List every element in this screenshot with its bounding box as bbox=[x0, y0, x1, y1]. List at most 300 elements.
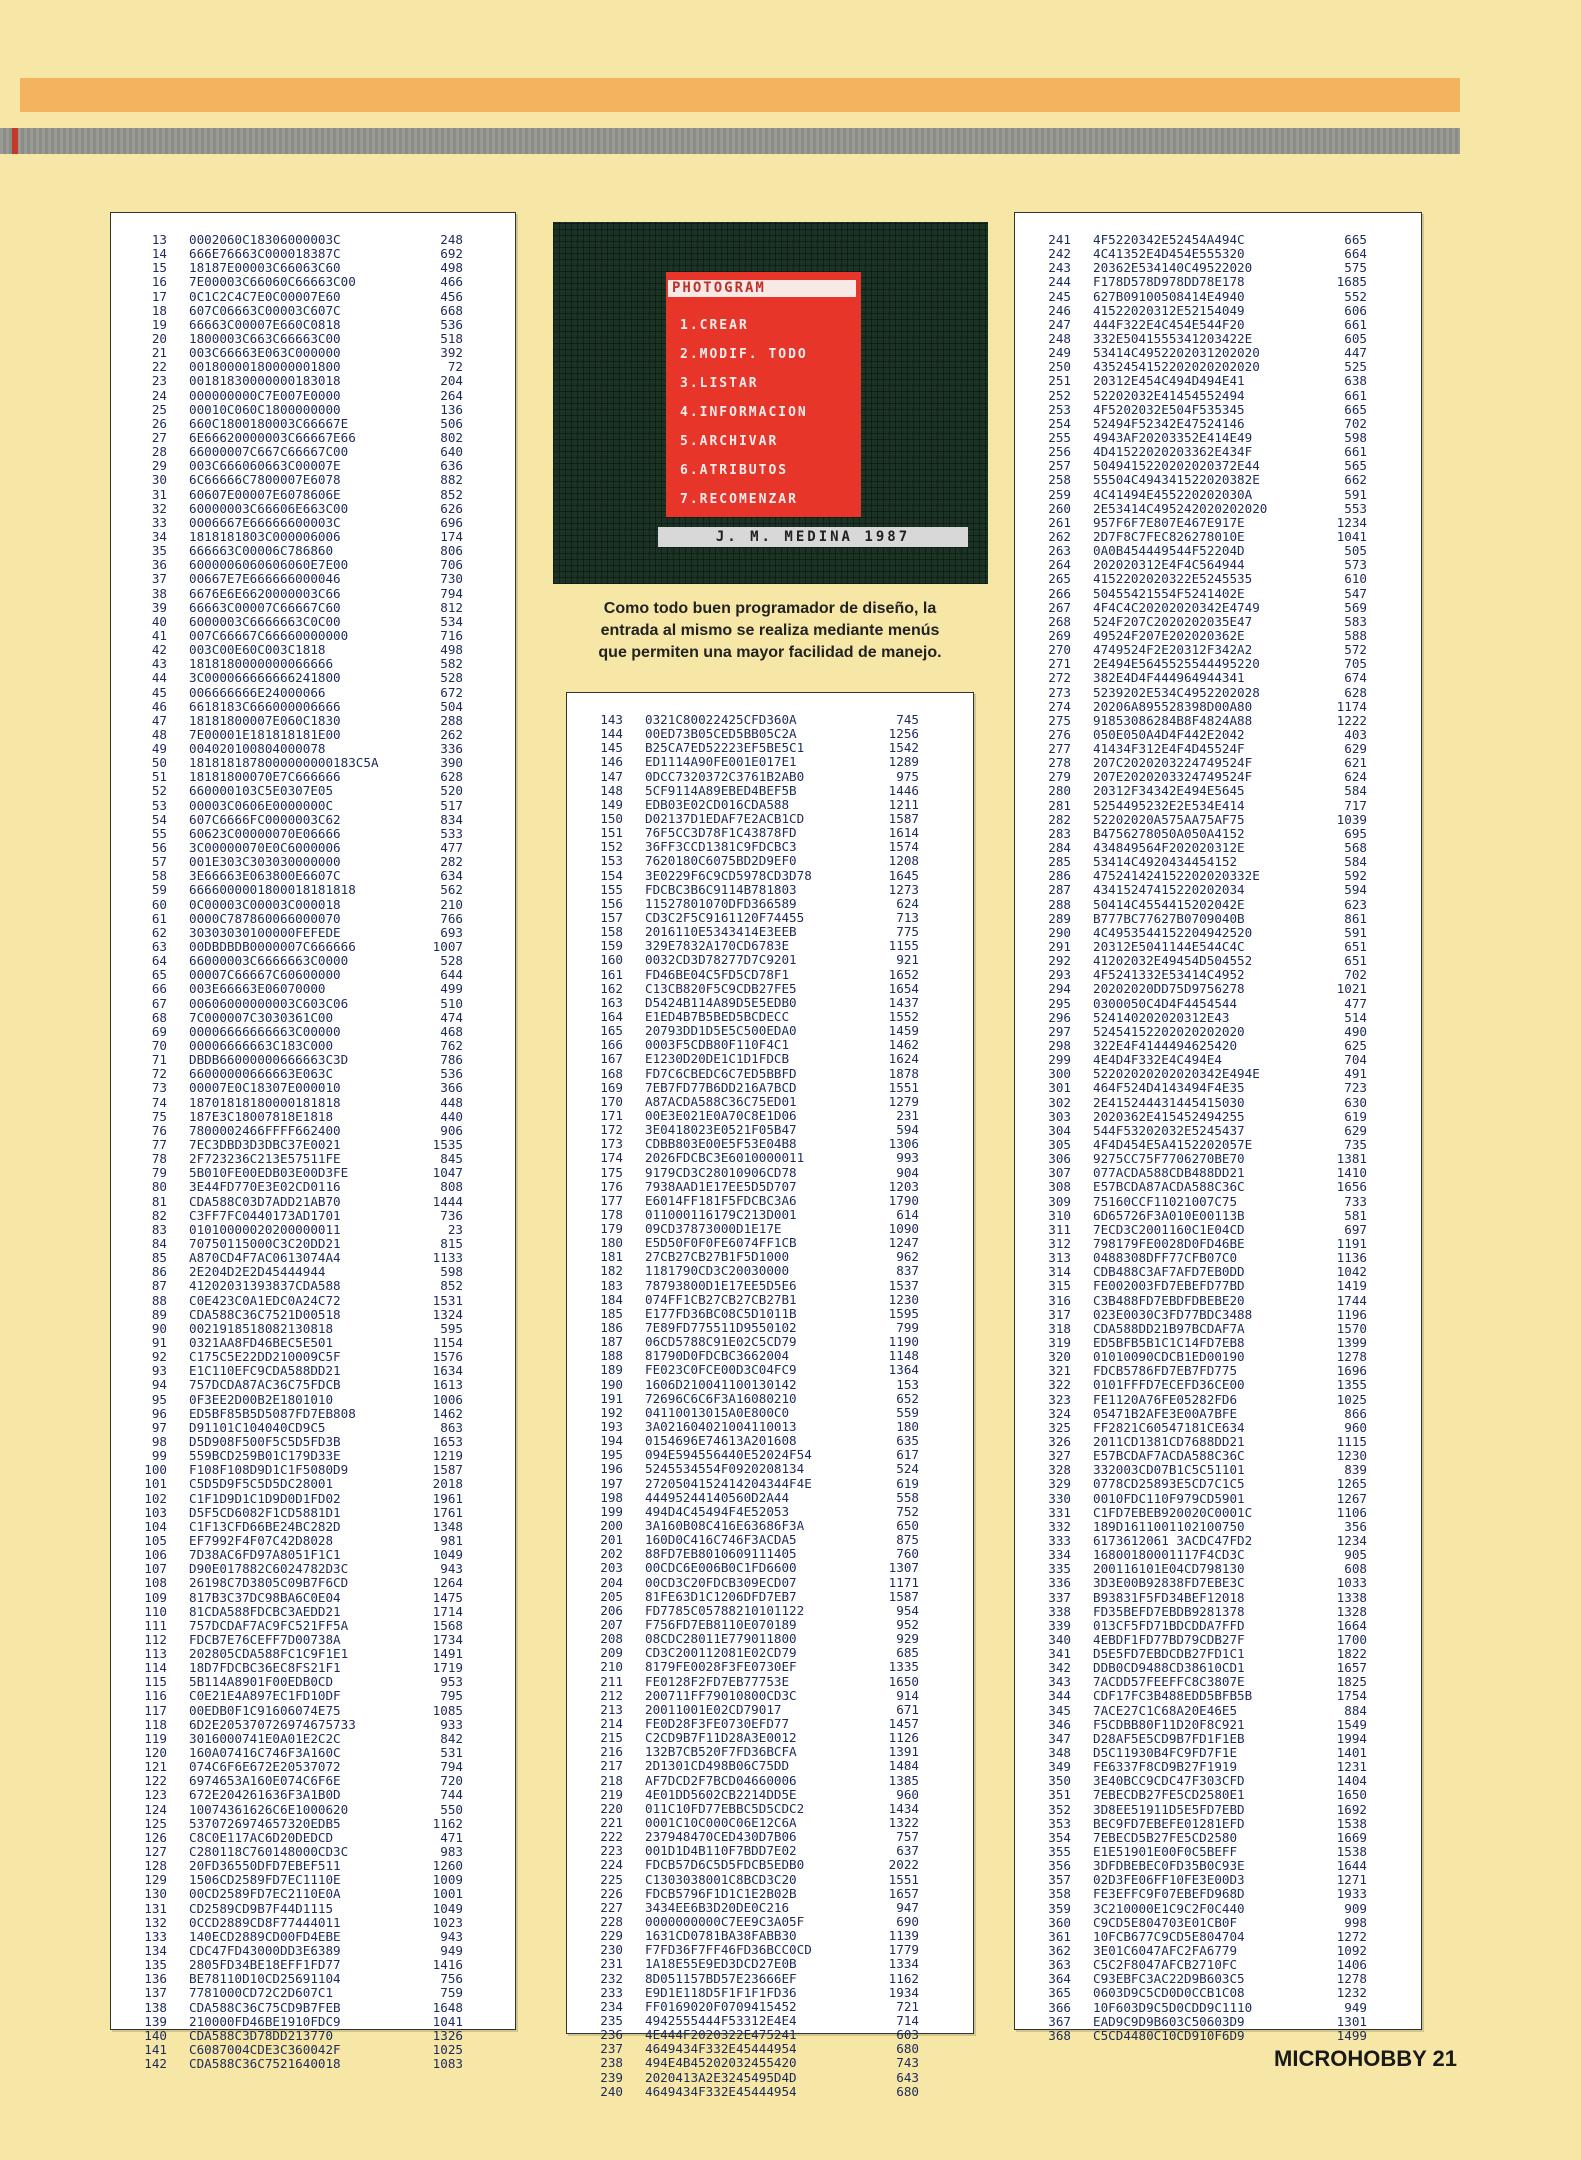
checksum: 528 bbox=[440, 670, 463, 686]
checksum: 943 bbox=[440, 1928, 463, 1944]
checksum: 702 bbox=[1344, 967, 1367, 983]
hex-data: 0DCC7320372C3761B2AB0 bbox=[645, 768, 805, 784]
line-number: 279 bbox=[1048, 769, 1071, 785]
line-number: 356 bbox=[1048, 1858, 1071, 1874]
line-number: 129 bbox=[144, 1872, 167, 1888]
listing-row bbox=[129, 1958, 501, 1972]
listing-row bbox=[585, 1123, 959, 1137]
line-number: 357 bbox=[1048, 1872, 1071, 1888]
checksum: 906 bbox=[440, 1122, 463, 1138]
line-number: 53 bbox=[151, 797, 167, 813]
line-number: 159 bbox=[600, 938, 623, 954]
listing-row bbox=[585, 2056, 959, 2070]
checksum: 1348 bbox=[432, 1518, 463, 1534]
line-number: 151 bbox=[600, 825, 623, 841]
listing-row bbox=[129, 2015, 501, 2029]
checksum: 1190 bbox=[888, 1334, 919, 1350]
checksum: 584 bbox=[1344, 783, 1367, 799]
checksum: 909 bbox=[1344, 1900, 1367, 1916]
hex-data: 003C00E60C003C1818 bbox=[189, 642, 326, 658]
line-number: 115 bbox=[144, 1674, 167, 1690]
checksum: 231 bbox=[896, 1107, 919, 1123]
line-number: 72 bbox=[151, 1066, 167, 1082]
line-number: 78 bbox=[151, 1151, 167, 1167]
line-number: 345 bbox=[1048, 1702, 1071, 1718]
hex-data: 464F524D4143494F4E35 bbox=[1093, 1080, 1245, 1096]
line-number: 324 bbox=[1048, 1405, 1071, 1421]
line-number: 139 bbox=[144, 2013, 167, 2029]
hex-data: E1C110EFC9CDA588DD21 bbox=[189, 1363, 341, 1379]
listing-row bbox=[129, 1195, 501, 1209]
listing-row bbox=[585, 1519, 959, 1533]
checksum: 1613 bbox=[432, 1377, 463, 1393]
checksum: 623 bbox=[1344, 896, 1367, 912]
hex-data: FD35BEFD7EBDB9281378 bbox=[1093, 1603, 1245, 1619]
line-number: 40 bbox=[151, 613, 167, 629]
listing-row bbox=[129, 1803, 501, 1817]
hex-data: 66000000666663E063C bbox=[189, 1066, 334, 1082]
checksum: 491 bbox=[1344, 1066, 1367, 1082]
line-number: 149 bbox=[600, 796, 623, 812]
checksum: 1399 bbox=[1336, 1334, 1367, 1350]
listing-row bbox=[1033, 1449, 1407, 1463]
listing-row bbox=[1033, 1916, 1407, 1930]
listing-row bbox=[585, 1250, 959, 1264]
checksum: 1587 bbox=[888, 810, 919, 826]
hex-data: CD3C200112081E02CD79 bbox=[645, 1645, 797, 1661]
listing-row bbox=[129, 968, 501, 982]
hex-data: C13CB820F5C9CDB27FE5 bbox=[645, 980, 797, 996]
line-number: 16 bbox=[151, 274, 167, 290]
checksum: 1457 bbox=[888, 1715, 919, 1731]
listing-row bbox=[585, 1392, 959, 1406]
hex-data: 004020100804000078 bbox=[189, 741, 326, 757]
line-number: 213 bbox=[600, 1701, 623, 1717]
checksum: 174 bbox=[440, 528, 463, 544]
line-number: 179 bbox=[600, 1221, 623, 1237]
hex-data: 6173612061 3ACDC47FD2 bbox=[1093, 1532, 1253, 1548]
line-number: 308 bbox=[1048, 1179, 1071, 1195]
checksum: 210 bbox=[440, 896, 463, 912]
line-number: 137 bbox=[144, 1985, 167, 2001]
checksum: 588 bbox=[1344, 627, 1367, 643]
hex-data: 00ED73B05CED5BB05C2A bbox=[645, 726, 797, 742]
hex-data: 660C1800180003C66667E bbox=[189, 415, 349, 431]
checksum: 983 bbox=[440, 1844, 463, 1860]
hex-data: 329E7832A170CD6783E bbox=[645, 938, 790, 954]
checksum: 1484 bbox=[888, 1758, 919, 1774]
listing-row bbox=[129, 1916, 501, 1930]
checksum: 1203 bbox=[888, 1178, 919, 1194]
line-number: 188 bbox=[600, 1348, 623, 1364]
line-number: 358 bbox=[1048, 1886, 1071, 1902]
listing-row bbox=[1033, 1873, 1407, 1887]
listing-row bbox=[129, 1845, 501, 1859]
line-number: 48 bbox=[151, 726, 167, 742]
line-number: 31 bbox=[151, 486, 167, 502]
listing-row bbox=[1033, 1223, 1407, 1237]
listing-row bbox=[1033, 558, 1407, 572]
checksum: 1328 bbox=[1336, 1603, 1367, 1619]
listing-row bbox=[585, 897, 959, 911]
checksum: 583 bbox=[1344, 613, 1367, 629]
checksum: 1779 bbox=[888, 1942, 919, 1958]
line-number: 247 bbox=[1048, 316, 1071, 332]
menu-item-archivar: 5.ARCHIVAR bbox=[680, 434, 779, 449]
checksum: 680 bbox=[896, 2083, 919, 2099]
hex-data: 18181800007E060C1830 bbox=[189, 712, 341, 728]
checksum: 1278 bbox=[1336, 1971, 1367, 1987]
line-number: 309 bbox=[1048, 1193, 1071, 1209]
hex-data: 20FD36550DFD7EBEF511 bbox=[189, 1858, 341, 1874]
line-number: 102 bbox=[144, 1490, 167, 1506]
hex-data: 60000003C66606E663C00 bbox=[189, 500, 349, 516]
listing-row bbox=[585, 1109, 959, 1123]
listing-row bbox=[129, 389, 501, 403]
line-number: 81 bbox=[151, 1193, 167, 1209]
checksum: 1191 bbox=[1336, 1235, 1367, 1251]
hex-data: C2CD9B7F11D28A3E0012 bbox=[645, 1730, 797, 1746]
listing-row bbox=[585, 953, 959, 967]
checksum: 1444 bbox=[432, 1193, 463, 1209]
checksum: 837 bbox=[896, 1263, 919, 1279]
line-number: 135 bbox=[144, 1957, 167, 1973]
hex-data: BE78110D10CD25691104 bbox=[189, 1971, 341, 1987]
checksum: 1171 bbox=[888, 1574, 919, 1590]
line-number: 253 bbox=[1048, 401, 1071, 417]
listing-row bbox=[585, 2014, 959, 2028]
hex-data: F5CDBB80F11D20F8C921 bbox=[1093, 1716, 1245, 1732]
hex-data: 524F207C2020202035E47 bbox=[1093, 613, 1253, 629]
line-number: 285 bbox=[1048, 854, 1071, 870]
line-number: 304 bbox=[1048, 1122, 1071, 1138]
line-number: 270 bbox=[1048, 642, 1071, 658]
line-number: 155 bbox=[600, 881, 623, 897]
line-number: 258 bbox=[1048, 472, 1071, 488]
hex-data: 3E01C6047AFC2FA6779 bbox=[1093, 1943, 1238, 1959]
hex-data: EF7992F4F07C42D8028 bbox=[189, 1532, 334, 1548]
line-number: 296 bbox=[1048, 1009, 1071, 1025]
listing-row bbox=[1033, 488, 1407, 502]
checksum: 1734 bbox=[432, 1631, 463, 1647]
listing-row bbox=[585, 1774, 959, 1788]
page-number: 21 bbox=[1432, 2046, 1457, 2071]
checksum: 1391 bbox=[888, 1744, 919, 1760]
line-number: 14 bbox=[151, 246, 167, 262]
hex-data: 5239202E534C4952202028 bbox=[1093, 684, 1260, 700]
listing-row bbox=[129, 233, 501, 247]
listing-row bbox=[129, 728, 501, 742]
line-number: 25 bbox=[151, 401, 167, 417]
listing-row bbox=[1033, 912, 1407, 926]
checksum: 1714 bbox=[432, 1603, 463, 1619]
line-number: 38 bbox=[151, 585, 167, 601]
line-number: 209 bbox=[600, 1645, 623, 1661]
line-number: 21 bbox=[151, 345, 167, 361]
checksum: 573 bbox=[1344, 557, 1367, 573]
hex-data: 78793800D1E17EE5D5E6 bbox=[645, 1277, 797, 1293]
checksum: 553 bbox=[1344, 500, 1367, 516]
checksum: 690 bbox=[896, 1913, 919, 1929]
checksum: 1542 bbox=[888, 740, 919, 756]
checksum: 668 bbox=[440, 302, 463, 318]
hex-data: C8C0E117AC6D20DEDCD bbox=[189, 1829, 334, 1845]
hex-data: 18D7FDCBC36EC8FS21F1 bbox=[189, 1660, 341, 1676]
line-number: 351 bbox=[1048, 1787, 1071, 1803]
line-number: 19 bbox=[151, 316, 167, 332]
listing-row bbox=[1033, 1506, 1407, 1520]
hex-data: 237948470CED430D7B06 bbox=[645, 1829, 797, 1845]
hex-data: 0010FDC110F979CD5901 bbox=[1093, 1490, 1245, 1506]
line-number: 210 bbox=[600, 1659, 623, 1675]
hex-data: 003E66663E06070000 bbox=[189, 981, 326, 997]
listing-row bbox=[129, 784, 501, 798]
listing-row bbox=[585, 1434, 959, 1448]
hex-data: ED5BF85B5D5087FD7EB808 bbox=[189, 1405, 356, 1421]
checksum: 619 bbox=[896, 1475, 919, 1491]
listing-row bbox=[585, 1986, 959, 2000]
listing-row bbox=[1033, 671, 1407, 685]
checksum: 757 bbox=[896, 1829, 919, 1845]
hex-data: 3016000741E0A01E2C2C bbox=[189, 1730, 341, 1746]
checksum: 640 bbox=[440, 444, 463, 460]
menu-item-informacion: 4.INFORMACION bbox=[680, 405, 808, 420]
listing-row bbox=[1033, 1265, 1407, 1279]
checksum: 1148 bbox=[888, 1348, 919, 1364]
line-number: 323 bbox=[1048, 1391, 1071, 1407]
checksum: 1570 bbox=[1336, 1320, 1367, 1336]
checksum: 264 bbox=[440, 387, 463, 403]
listing-row bbox=[585, 1137, 959, 1151]
hex-data: 0032CD3D78277D7C9201 bbox=[645, 952, 797, 968]
checksum: 448 bbox=[440, 1094, 463, 1110]
checksum: 861 bbox=[1344, 910, 1367, 926]
listing-row bbox=[129, 1279, 501, 1293]
listing-row bbox=[1033, 1902, 1407, 1916]
line-number: 124 bbox=[144, 1801, 167, 1817]
checksum: 1211 bbox=[888, 796, 919, 812]
hex-data: 7EC3DBD3D3DBC37E0021 bbox=[189, 1137, 341, 1152]
checksum: 1696 bbox=[1336, 1363, 1367, 1379]
checksum: 262 bbox=[440, 726, 463, 742]
checksum: 759 bbox=[440, 1985, 463, 2001]
hex-data: 6000003C6666663C0C00 bbox=[189, 613, 341, 629]
line-number: 277 bbox=[1048, 741, 1071, 757]
checksum: 1271 bbox=[1336, 1872, 1367, 1888]
checksum: 697 bbox=[1344, 1221, 1367, 1237]
hex-data: 3A021604021004110013 bbox=[645, 1419, 797, 1435]
header-red-tick bbox=[12, 128, 18, 154]
hex-data: 11527801070DFD366589 bbox=[645, 895, 797, 911]
listing-row bbox=[585, 1830, 959, 1844]
listing-row bbox=[585, 1052, 959, 1066]
listing-row bbox=[129, 1421, 501, 1435]
listing-row bbox=[129, 742, 501, 756]
listing-row bbox=[129, 1350, 501, 1364]
line-number: 348 bbox=[1048, 1745, 1071, 1761]
line-number: 235 bbox=[600, 2012, 623, 2028]
line-number: 307 bbox=[1048, 1165, 1071, 1181]
hex-data: 4E4D4F332E4C494E4 bbox=[1093, 1052, 1222, 1068]
checksum: 636 bbox=[440, 458, 463, 474]
line-number: 299 bbox=[1048, 1052, 1071, 1068]
checksum: 834 bbox=[440, 811, 463, 827]
line-number: 85 bbox=[151, 1250, 167, 1266]
checksum: 1650 bbox=[1336, 1787, 1367, 1803]
line-number: 224 bbox=[600, 1857, 623, 1873]
checksum: 153 bbox=[896, 1376, 919, 1392]
line-number: 87 bbox=[151, 1278, 167, 1294]
line-number: 257 bbox=[1048, 458, 1071, 474]
checksum: 1549 bbox=[1336, 1716, 1367, 1732]
hex-data: 7620180C6075BD2D9EF0 bbox=[645, 853, 797, 869]
checksum: 1653 bbox=[432, 1433, 463, 1449]
checksum: 914 bbox=[896, 1687, 919, 1703]
checksum: 1576 bbox=[432, 1349, 463, 1365]
line-number: 343 bbox=[1048, 1674, 1071, 1690]
line-number: 281 bbox=[1048, 797, 1071, 813]
hex-data: DBDB66000000666663C3D bbox=[189, 1052, 349, 1068]
listing-row bbox=[585, 1208, 959, 1222]
hex-data: D5424B114A89D5E5EDB0 bbox=[645, 994, 797, 1010]
listing-row bbox=[1033, 1774, 1407, 1788]
line-number: 289 bbox=[1048, 910, 1071, 926]
hex-data: 06CD5788C91E02C5CD79 bbox=[645, 1334, 797, 1350]
listing-row bbox=[129, 1209, 501, 1223]
checksum: 2022 bbox=[888, 1857, 919, 1873]
hex-data: B777BC77627B0709040B bbox=[1093, 910, 1245, 926]
listing-row bbox=[129, 1237, 501, 1251]
line-number: 208 bbox=[600, 1631, 623, 1647]
listing-row bbox=[585, 1505, 959, 1519]
listing-row bbox=[129, 1265, 501, 1279]
line-number: 318 bbox=[1048, 1320, 1071, 1336]
listing-row bbox=[585, 1660, 959, 1674]
checksum: 282 bbox=[440, 854, 463, 870]
hex-data: 66000003C6666663C0000 bbox=[189, 953, 349, 969]
hex-data: E1ED4B7B5BED5BCDECC bbox=[645, 1008, 790, 1024]
listing-row bbox=[129, 1520, 501, 1534]
checksum: 1416 bbox=[432, 1957, 463, 1973]
line-number: 256 bbox=[1048, 444, 1071, 460]
listing-row bbox=[1033, 1364, 1407, 1378]
checksum: 744 bbox=[440, 1787, 463, 1803]
checksum: 949 bbox=[440, 1943, 463, 1959]
line-number: 250 bbox=[1048, 359, 1071, 375]
listing-row bbox=[585, 1873, 959, 1887]
hex-data: C175C5E22DD210009C5F bbox=[189, 1349, 341, 1365]
listing-row bbox=[1033, 1605, 1407, 1619]
hex-data: AF7DCD2F7BCD04660006 bbox=[645, 1772, 797, 1788]
hex-data: 18701818180000181818 bbox=[189, 1094, 341, 1110]
listing-row bbox=[129, 1152, 501, 1166]
checksum: 882 bbox=[440, 472, 463, 488]
hex-data: 074FF1CB27CB27CB27B1 bbox=[645, 1291, 797, 1307]
checksum: 605 bbox=[1344, 330, 1367, 346]
checksum: 1657 bbox=[1336, 1660, 1367, 1676]
hex-data: CD2589CD9B7F44D1115 bbox=[189, 1900, 334, 1916]
listing-row bbox=[1033, 1407, 1407, 1421]
hex-data: 3C000066666666241800 bbox=[189, 670, 341, 686]
hex-data: 6E66620000003C66667E66 bbox=[189, 429, 356, 445]
listing-row bbox=[1033, 1180, 1407, 1194]
hex-data: 4D41522020203362E434F bbox=[1093, 444, 1253, 460]
line-number: 145 bbox=[600, 740, 623, 756]
line-number: 162 bbox=[600, 980, 623, 996]
line-number: 68 bbox=[151, 1009, 167, 1025]
listing-row bbox=[585, 996, 959, 1010]
hex-data: 72696C6C6F3A16080210 bbox=[645, 1390, 797, 1406]
line-number: 161 bbox=[600, 966, 623, 982]
checksum: 1139 bbox=[888, 1928, 919, 1944]
listing-row bbox=[585, 1887, 959, 1901]
line-number: 254 bbox=[1048, 415, 1071, 431]
line-number: 329 bbox=[1048, 1476, 1071, 1492]
hex-data: 00667E7E666666000046 bbox=[189, 571, 341, 587]
line-number: 203 bbox=[600, 1560, 623, 1576]
hex-data: 3E66663E063800E6607C bbox=[189, 868, 341, 884]
hex-data: 5B114A8901F00EDB0CD bbox=[189, 1674, 334, 1690]
listing-row bbox=[585, 1477, 959, 1491]
listing-row bbox=[585, 1491, 959, 1505]
listing-row bbox=[1033, 1831, 1407, 1845]
line-number: 142 bbox=[144, 2056, 167, 2072]
line-number: 30 bbox=[151, 472, 167, 488]
line-number: 272 bbox=[1048, 670, 1071, 686]
listing-row bbox=[1033, 1845, 1407, 1859]
listing-row bbox=[1033, 643, 1407, 657]
hex-data: 627B09100508414E4940 bbox=[1093, 288, 1245, 304]
hex-data: 7ECD3C2001160C1E04CD bbox=[1093, 1221, 1245, 1237]
listing-row bbox=[585, 2042, 959, 2056]
checksum: 629 bbox=[1344, 741, 1367, 757]
checksum: 1669 bbox=[1336, 1829, 1367, 1845]
hex-data: 09CD37873000D1E17E bbox=[645, 1221, 782, 1237]
line-number: 186 bbox=[600, 1320, 623, 1336]
listing-row bbox=[1033, 2029, 1407, 2043]
listing-row bbox=[129, 1251, 501, 1265]
line-number: 131 bbox=[144, 1900, 167, 1916]
checksum: 2018 bbox=[432, 1476, 463, 1492]
hex-data: 544F53202032E5245437 bbox=[1093, 1122, 1245, 1138]
checksum: 514 bbox=[1344, 1009, 1367, 1025]
hex-data: 00EDB0F1C91606074E75 bbox=[189, 1702, 341, 1718]
hex-data: D5E5FD7EBDCDB27FD1C1 bbox=[1093, 1646, 1245, 1662]
hex-data: 2020413A2E3245495D4D bbox=[645, 2069, 797, 2085]
hex-data: 202020312E4F4C564944 bbox=[1093, 557, 1245, 573]
line-number: 82 bbox=[151, 1207, 167, 1223]
checksum: 1231 bbox=[1336, 1759, 1367, 1775]
listing-row bbox=[129, 403, 501, 417]
listing-row bbox=[1033, 1859, 1407, 1873]
line-number: 175 bbox=[600, 1164, 623, 1180]
listing-row bbox=[585, 798, 959, 812]
listing-row bbox=[129, 700, 501, 714]
line-number: 214 bbox=[600, 1715, 623, 1731]
listing-row bbox=[585, 784, 959, 798]
hex-data: 00006666663C183C000 bbox=[189, 1038, 334, 1054]
line-number: 298 bbox=[1048, 1038, 1071, 1054]
checksum: 720 bbox=[440, 1773, 463, 1789]
hex-data: FDCB7E76CEFF7D00738A bbox=[189, 1631, 341, 1647]
listing-row bbox=[129, 544, 501, 558]
checksum: 1256 bbox=[888, 726, 919, 742]
listing-row bbox=[129, 587, 501, 601]
checksum: 582 bbox=[440, 656, 463, 672]
hex-data: 3434EE6B3D20DE0C216 bbox=[645, 1899, 790, 1915]
line-number: 172 bbox=[600, 1122, 623, 1138]
listing-row bbox=[1033, 997, 1407, 1011]
